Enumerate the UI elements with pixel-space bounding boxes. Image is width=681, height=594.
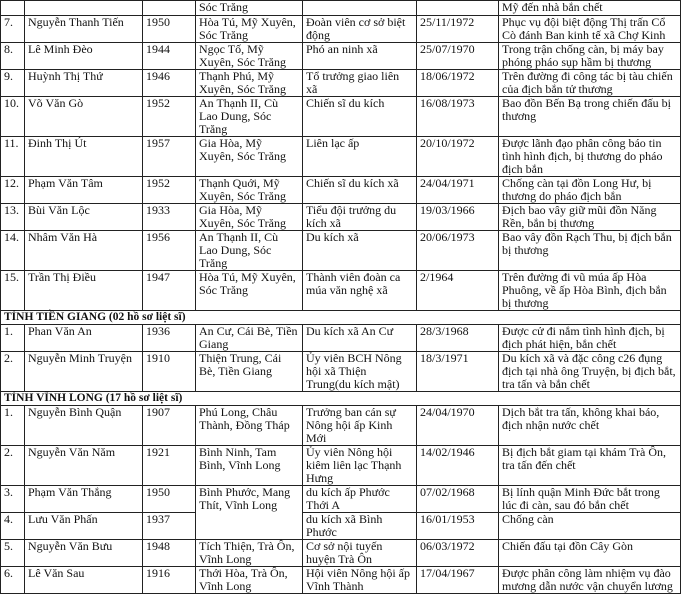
- cell-date: 2/1964: [417, 271, 499, 311]
- section-header-row: [1, 311, 681, 325]
- cell-date: 18/06/1972: [417, 70, 499, 97]
- cell-circumstance: Trên đường đi vũ múa ấp Hòa Phuông, về ấp Hòa Bình, địch bắn bị thương: [499, 271, 681, 311]
- table-row: [1, 513, 681, 540]
- cell-hometown: Bình Ninh, Tam Bình, Vĩnh Long: [196, 446, 303, 486]
- cell-hometown: Phú Long, Châu Thành, Đồng Tháp: [196, 406, 303, 446]
- cell-hometown: Hòa Tú, Mỹ Xuyên, Sóc Trăng: [196, 16, 303, 43]
- table-row: [1, 271, 681, 311]
- cell-date: 19/03/1966: [417, 204, 499, 231]
- section-header-row: [1, 392, 681, 406]
- cell-role: Liên lạc ấp: [303, 137, 417, 177]
- table-row: [1, 406, 681, 446]
- table-row: [1, 70, 681, 97]
- cell-hometown: Thạnh Phú, Mỹ Xuyên, Sóc Trăng: [196, 70, 303, 97]
- cell-hometown: Gia Hòa, Mỹ Xuyên, Sóc Trăng: [196, 137, 303, 177]
- cell-circumstance: Được cử đi nắm tình hình địch, bị địch phát hiện, bắn chết: [499, 325, 681, 352]
- cell-date: 28/3/1968: [417, 325, 499, 352]
- cell-no: 13.: [1, 204, 25, 231]
- table-row: [1, 325, 681, 352]
- table-row: [1, 137, 681, 177]
- cell-name: Huỳnh Thị Thứ: [25, 70, 143, 97]
- cell-name: Nguyễn Minh Truyện: [25, 352, 143, 392]
- cell-date: 16/08/1973: [417, 97, 499, 137]
- cell-name: Phạm Văn Thắng: [25, 486, 143, 513]
- cell-name: Bùi Văn Lộc: [25, 204, 143, 231]
- cell-no: 8.: [1, 43, 25, 70]
- cell-date: 17/04/1967: [417, 567, 499, 594]
- cell-no: 11.: [1, 137, 25, 177]
- table-row: [1, 177, 681, 204]
- cell-circumstance: Chiến đấu tại đồn Cây Gòn: [499, 540, 681, 567]
- cell-name: Lê Minh Đèo: [25, 43, 143, 70]
- cell-no: 1.: [1, 325, 25, 352]
- section-title: TỈNH VĨNH LONG (17 hồ sơ liệt sĩ): [1, 392, 681, 406]
- cell-year: 1956: [143, 231, 196, 271]
- cell-name: Lê Văn Sau: [25, 567, 143, 594]
- cell-no: 15.: [1, 271, 25, 311]
- cell-no: 4.: [1, 513, 25, 540]
- cell-no: 3.: [1, 486, 25, 513]
- cell-role: Chiến sĩ du kích: [303, 97, 417, 137]
- table-row: [1, 352, 681, 392]
- cell-role: Du kích xã An Cư: [303, 325, 417, 352]
- cell-hometown: Thạnh Quới, Mỹ Xuyên, Sóc Trăng: [196, 177, 303, 204]
- cell-hometown: An Cư, Cái Bè, Tiền Giang: [196, 325, 303, 352]
- cell-date: 25/11/1972: [417, 16, 499, 43]
- cell-role: Trưởng ban cán sự Nông hội ấp Kinh Mới: [303, 406, 417, 446]
- table-row: [1, 231, 681, 271]
- cell-circumstance: Mỹ đến nhà bắn chết: [499, 1, 681, 16]
- cell-year: 1921: [143, 446, 196, 486]
- cell-year: 1936: [143, 325, 196, 352]
- cell-role: du kích ấp Phước Thới A: [303, 486, 417, 513]
- cell-circumstance: Bao vây đồn Rạch Thu, bị địch bắn bị thương: [499, 231, 681, 271]
- cell-role: Ủy viên Nông hội kiêm liên lạc Thạnh Hưng: [303, 446, 417, 486]
- cell-circumstance: Địch bao vây giữ mũi đồn Năng Rền, bắn bị thương: [499, 204, 681, 231]
- cell-year: 1950: [143, 486, 196, 513]
- cell-circumstance: Phục vụ đội biệt động Thị trấn Cổ Cò đánh Ban kinh tế xã Chợ Kinh: [499, 16, 681, 43]
- cell-no: 1.: [1, 406, 25, 446]
- cell-date: 20/10/1972: [417, 137, 499, 177]
- cell-role: Đoàn viên cơ sở biệt động: [303, 16, 417, 43]
- cell-circumstance: Dịch bắt tra tấn, không khai báo, địch nhận nước chết: [499, 406, 681, 446]
- cell-hometown: An Thạnh II, Cù Lao Dung, Sóc Trăng: [196, 231, 303, 271]
- cell-name: Phạm Văn Tâm: [25, 177, 143, 204]
- cell-role: Tiểu đội trưởng du kích xã: [303, 204, 417, 231]
- cell-no: 10.: [1, 97, 25, 137]
- cell-circumstance: Bao đồn Bến Bạ trong chiến đấu bị thương: [499, 97, 681, 137]
- cell-year: 1916: [143, 567, 196, 594]
- cell-no: 2.: [1, 446, 25, 486]
- cell-date: 20/06/1973: [417, 231, 499, 271]
- cell-name: Nguyễn Văn Năm: [25, 446, 143, 486]
- table-row: [1, 486, 681, 513]
- table-row: [1, 446, 681, 486]
- cell-date: 06/03/1972: [417, 540, 499, 567]
- cell-role: Cơ sở nội tuyến huyện Trà Ôn: [303, 540, 417, 567]
- cell-circumstance: Trên đường đi công tác bị tàu chiến của địch bắn tử thương: [499, 70, 681, 97]
- cell-year: 1947: [143, 271, 196, 311]
- cell-date: 25/07/1970: [417, 43, 499, 70]
- cell-date: 18/3/1971: [417, 352, 499, 392]
- cell-circumstance: Được phân công làm nhiệm vụ đào mương dẫn nước vận chuyển lương: [499, 567, 681, 594]
- table-row: [1, 204, 681, 231]
- cell-name: Nguyễn Văn Bưu: [25, 540, 143, 567]
- cell-name: Phan Văn An: [25, 325, 143, 352]
- cell-date: 24/04/1971: [417, 177, 499, 204]
- section-title: TỈNH TIỀN GIANG (02 hồ sơ liệt sĩ): [1, 311, 681, 325]
- cell-circumstance: Được lãnh đạo phân công báo tin tình hình địch, bị thương do pháo địch bắn: [499, 137, 681, 177]
- cell-name: Trần Thị Điều: [25, 271, 143, 311]
- table-row: [1, 16, 681, 43]
- cell-role: Ủy viên BCH Nông hội xã Thiện Trung(du kích mật): [303, 352, 417, 392]
- cell-circumstance: Chống càn: [499, 513, 681, 540]
- cell-role: Thành viên đoàn ca múa văn nghệ xã: [303, 271, 417, 311]
- cell-name: Nguyễn Bình Quận: [25, 406, 143, 446]
- cell-year: 1948: [143, 540, 196, 567]
- cell-year: 1952: [143, 97, 196, 137]
- cell-name: Nhâm Văn Hà: [25, 231, 143, 271]
- cell-circumstance: Chống càn tại đồn Long Hư, bị thương do pháo địch bắn: [499, 177, 681, 204]
- table-row-fragment: [1, 1, 681, 16]
- cell-role: du kích xã Bình Phước: [303, 513, 417, 540]
- cell-date: 07/02/1968: [417, 486, 499, 513]
- cell-no: 2.: [1, 352, 25, 392]
- cell-hometown: An Thạnh II, Cù Lao Dung, Sóc Trăng: [196, 97, 303, 137]
- table-row: [1, 43, 681, 70]
- cell-name: Nguyễn Thanh Tiến: [25, 16, 143, 43]
- cell-year: 1937: [143, 513, 196, 540]
- cell-role: [303, 1, 417, 16]
- cell-year: 1950: [143, 16, 196, 43]
- cell-role: Chiến sĩ du kích xã: [303, 177, 417, 204]
- cell-circumstance: Bị địch bắt giam tại khám Trà Ôn, tra tấn đến chết: [499, 446, 681, 486]
- cell-year: 1946: [143, 70, 196, 97]
- cell-no: 6.: [1, 567, 25, 594]
- cell-hometown: Tích Thiện, Trà Ôn, Vĩnh Long: [196, 540, 303, 567]
- cell-hometown: Bình Phước, Mang Thít, Vĩnh Long: [196, 486, 303, 540]
- cell-year: 1910: [143, 352, 196, 392]
- cell-role: Hội viên Nông hội ấp Vĩnh Thành: [303, 567, 417, 594]
- cell-no: 12.: [1, 177, 25, 204]
- cell-circumstance: Du kích xã và đặc công c26 đụng địch tại nhà ông Truyện, bị địch bắt, tra tấn và bắn chết: [499, 352, 681, 392]
- cell-name: Đinh Thị Út: [25, 137, 143, 177]
- cell-name: [25, 1, 143, 16]
- cell-year: 1944: [143, 43, 196, 70]
- cell-no: 9.: [1, 70, 25, 97]
- cell-role: Du kích xã: [303, 231, 417, 271]
- cell-hometown: Ngọc Tố, Mỹ Xuyên, Sóc Trăng: [196, 43, 303, 70]
- cell-hometown: Hòa Tú, Mỹ Xuyên, Sóc Trăng: [196, 271, 303, 311]
- cell-no: 14.: [1, 231, 25, 271]
- cell-no: 5.: [1, 540, 25, 567]
- cell-year: 1907: [143, 406, 196, 446]
- cell-no: [1, 1, 25, 16]
- cell-hometown: Gia Hòa, Mỹ Xuyên, Sóc Trăng: [196, 204, 303, 231]
- cell-name: Võ Văn Gò: [25, 97, 143, 137]
- cell-date: [417, 1, 499, 16]
- cell-role: Tổ trưởng giao liên xã: [303, 70, 417, 97]
- cell-year: 1957: [143, 137, 196, 177]
- cell-hometown: Thới Hòa, Trà Ôn, Vĩnh Long: [196, 567, 303, 594]
- cell-circumstance: Trong trận chống càn, bị máy bay phóng pháo sụp hầm bị thương: [499, 43, 681, 70]
- table-row: [1, 567, 681, 594]
- cell-hometown: Sóc Trăng: [196, 1, 303, 16]
- cell-date: 14/02/1946: [417, 446, 499, 486]
- cell-year: 1952: [143, 177, 196, 204]
- cell-name: Lưu Văn Phấn: [25, 513, 143, 540]
- cell-role: Phó an ninh xã: [303, 43, 417, 70]
- cell-no: 7.: [1, 16, 25, 43]
- cell-date: 16/01/1953: [417, 513, 499, 540]
- cell-hometown: Thiện Trung, Cái Bè, Tiền Giang: [196, 352, 303, 392]
- cell-circumstance: Bị lính quận Minh Đức bắt trong lúc đi càn, sau đó bắn chết: [499, 486, 681, 513]
- cell-year: 1933: [143, 204, 196, 231]
- table-row: [1, 97, 681, 137]
- cell-date: 24/04/1970: [417, 406, 499, 446]
- cell-year: [143, 1, 196, 16]
- table-row: [1, 540, 681, 567]
